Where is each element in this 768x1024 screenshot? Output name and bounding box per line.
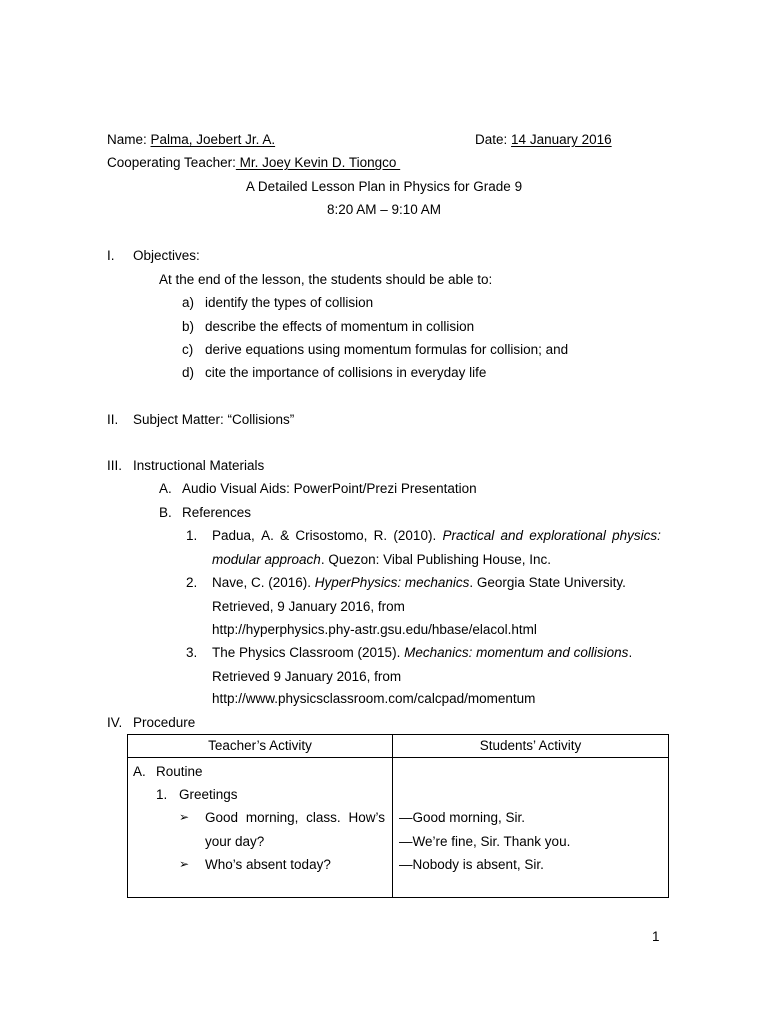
reference-title: HyperPhysics: mechanics (314, 575, 470, 590)
reference-publisher: . Quezon: Vibal Publishing House, Inc. (320, 552, 551, 567)
teacher-activity-header: Teacher’s Activity (128, 735, 393, 758)
reference-title-word: physics: (612, 528, 661, 543)
reference-title-word: explorational (529, 528, 606, 543)
objectives-heading: Objectives: (133, 248, 200, 263)
name-label: Name: (107, 132, 147, 147)
greeting-word: class. (306, 810, 341, 825)
audio-visual-aids: Audio Visual Aids: PowerPoint/Prezi Presentation (182, 481, 477, 496)
reference-retrieved: Retrieved, 9 January 2016, from (212, 599, 405, 614)
materials-marker-b: B. (159, 505, 172, 520)
greeting-word: morning, (245, 810, 299, 825)
materials-heading: Instructional Materials (133, 458, 265, 473)
objective-item: derive equations using momentum formulas for collision; and (205, 342, 569, 357)
reference-author: The Physics Classroom (2015). (212, 645, 405, 660)
reference-word: R. (373, 528, 388, 543)
reference-author: Nave, C. (2016). (212, 575, 315, 590)
reference-url: http://www.physicsclassroom.com/calcpad/momentum (212, 691, 536, 706)
reference-word: Padua, (212, 528, 255, 543)
objective-item: identify the types of collision (205, 295, 374, 310)
reference-url: http://hyperphysics.phy-astr.gsu.edu/hbase/elacol.html (212, 622, 537, 637)
references-heading: References (182, 505, 252, 520)
objective-item: cite the importance of collisions in everyday life (205, 365, 487, 380)
reference-word: Crisostomo, (295, 528, 368, 543)
reference-marker: 2. (186, 575, 198, 590)
reference-3-line-1 (212, 646, 632, 660)
greeting-word: Good (205, 810, 239, 825)
greeting-word: How’s (348, 810, 385, 825)
reference-source: . Georgia State University. (469, 575, 626, 590)
reference-word: A. (261, 528, 274, 543)
arrow-bullet-icon: ➢ (179, 810, 190, 824)
reference-word: (2010). (393, 528, 437, 543)
reference-1-line-1 (212, 529, 661, 543)
objective-marker: d) (182, 365, 195, 380)
teacher-line (107, 156, 400, 170)
teacher-label: Cooperating Teacher: (107, 155, 236, 170)
date-label: Date: (475, 132, 508, 147)
document-title: A Detailed Lesson Plan in Physics for Grade 9 (245, 179, 523, 194)
date-line (475, 133, 612, 147)
name-line (107, 133, 275, 147)
procedure-table (127, 734, 669, 898)
reference-marker: 3. (186, 645, 198, 660)
reference-title-word: and (500, 528, 524, 543)
student-response: —We’re fine, Sir. Thank you. (399, 834, 571, 849)
students-activity-header: Students’ Activity (393, 735, 669, 758)
date-value: 14 January 2016 (511, 132, 612, 147)
greetings-marker: 1. (156, 787, 168, 802)
subject-matter: Subject Matter: “Collisions” (133, 412, 295, 427)
arrow-bullet-icon: ➢ (179, 857, 190, 871)
student-response: —Nobody is absent, Sir. (399, 857, 544, 872)
students-activity-cell (393, 758, 669, 898)
routine-label: Routine (156, 764, 203, 779)
section-number-3: III. (107, 458, 123, 473)
objectives-intro: At the end of the lesson, the students should be able to: (159, 272, 493, 287)
section-number-4: IV. (107, 715, 123, 730)
reference-word: & (280, 528, 290, 543)
reference-retrieved: Retrieved 9 January 2016, from (212, 669, 402, 684)
objective-marker: c) (182, 342, 194, 357)
reference-title: Mechanics: momentum and collisions (404, 645, 629, 660)
name-value: Palma, Joebert Jr. A. (150, 132, 276, 147)
section-number-2: II. (107, 412, 119, 427)
reference-marker: 1. (186, 528, 198, 543)
teacher-value: Mr. Joey Kevin D. Tiongco (235, 155, 401, 170)
procedure-heading: Procedure (133, 715, 196, 730)
section-number-1: I. (107, 248, 115, 263)
reference-1-line-2 (212, 553, 551, 567)
lesson-time: 8:20 AM – 9:10 AM (326, 202, 442, 217)
teacher-greeting-line-2: your day? (205, 834, 265, 849)
routine-marker: A. (133, 764, 146, 779)
teacher-attendance-question: Who’s absent today? (205, 857, 331, 872)
reference-title: modular approach (212, 552, 321, 567)
objective-marker: b) (182, 319, 195, 334)
greetings-label: Greetings (179, 787, 238, 802)
reference-title-word: Practical (442, 528, 495, 543)
teacher-activity-cell (128, 758, 393, 898)
materials-marker-a: A. (159, 481, 172, 496)
teacher-greeting-line-1 (205, 811, 385, 825)
student-response: —Good morning, Sir. (399, 810, 526, 825)
reference-punct: . (628, 645, 633, 660)
reference-2-line-1 (212, 576, 626, 590)
page-number: 1 (652, 929, 660, 944)
objective-item: describe the effects of momentum in collision (205, 319, 475, 334)
objective-marker: a) (182, 295, 195, 310)
